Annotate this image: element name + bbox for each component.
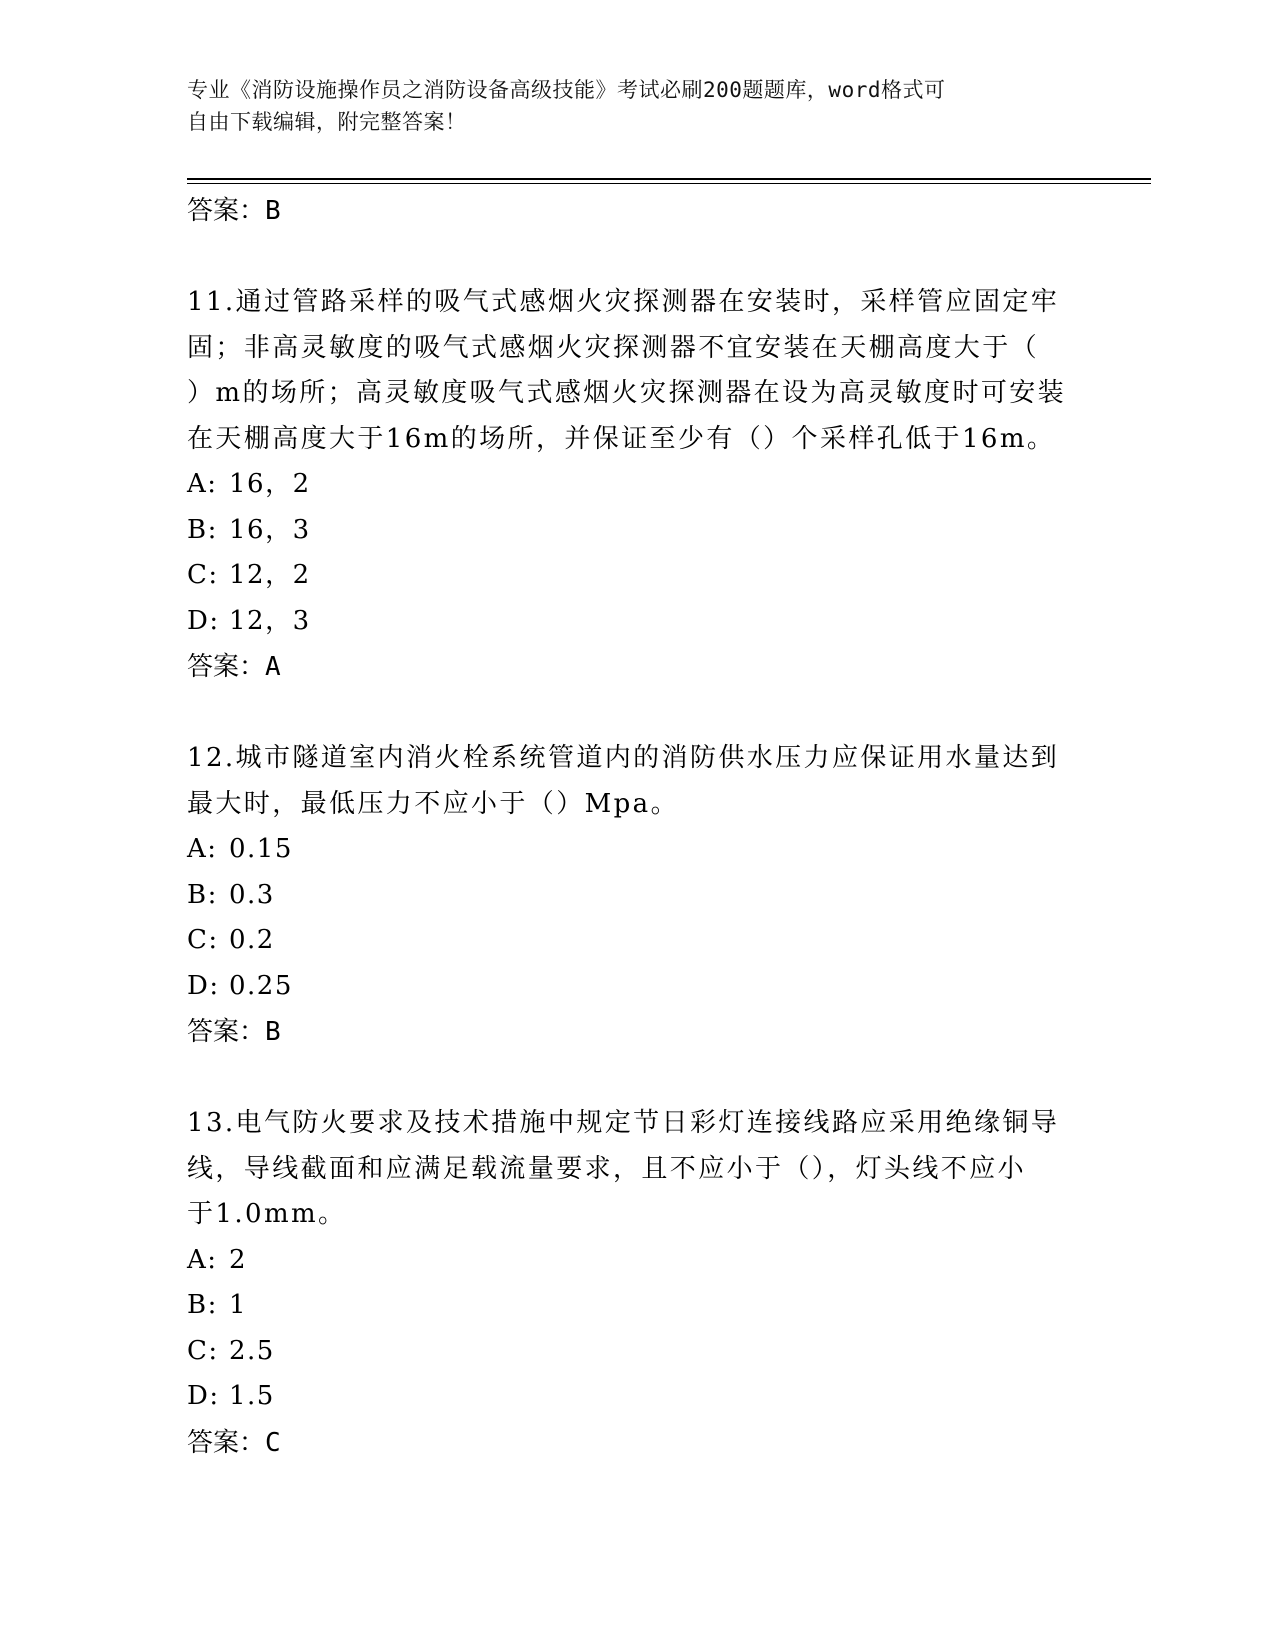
option-key: D:: [187, 605, 220, 636]
option-key: C:: [187, 1335, 219, 1366]
spacer: [187, 234, 1087, 280]
answer-line: 答案：B: [187, 1017, 281, 1047]
option-key: B:: [187, 514, 218, 545]
question-line: 线，导线截面和应满足载流量要求，且不应小于（），灯头线不应小: [187, 1153, 1027, 1184]
option-b: [187, 508, 1087, 554]
question-line: 11.通过管路采样的吸气式感烟火灾探测器在安装时，采样管应固定牢: [187, 287, 1060, 317]
question-block: [187, 280, 1087, 690]
document-header: [187, 74, 1067, 138]
option-c: [187, 918, 1087, 964]
option-text: 1: [229, 1290, 248, 1320]
question-line: ）m的场所；高灵敏度吸气式感烟火灾探测器在设为高灵敏度时可安装: [187, 378, 1067, 408]
option-text: 0.3: [229, 879, 275, 910]
option-key: A:: [187, 834, 218, 864]
option-key: B:: [187, 1290, 218, 1320]
option-text: 12，3: [229, 605, 311, 636]
header-line-1: 专业《消防设施操作员之消防设备高级技能》考试必刷200题题库，word格式可: [187, 78, 946, 102]
option-key: C:: [187, 560, 219, 590]
option-d: [187, 599, 1087, 645]
question-text: [187, 280, 1087, 462]
answer-line: 答案：A: [187, 652, 281, 682]
question-list: [187, 188, 1087, 1466]
question-line: 12.城市隧道室内消火栓系统管道内的消防供水压力应保证用水量达到: [187, 743, 1060, 773]
question-text: [187, 1101, 1087, 1238]
option-key: A:: [187, 469, 218, 499]
option-a: [187, 827, 1087, 873]
previous-answer: 答案：B: [187, 196, 281, 226]
question-text: [187, 736, 1087, 827]
spacer: [187, 690, 1087, 736]
option-key: D:: [187, 970, 220, 1001]
option-text: 16，3: [229, 514, 311, 545]
option-text: 0.25: [229, 970, 293, 1001]
question-block: [187, 736, 1087, 1055]
option-b: [187, 873, 1087, 919]
option-text: 12，2: [229, 560, 311, 590]
option-c: [187, 1329, 1087, 1375]
option-d: [187, 1374, 1087, 1420]
option-b: [187, 1283, 1087, 1329]
option-text: 1.5: [229, 1381, 275, 1411]
question-line: 固；非高灵敏度的吸气式感烟火灾探测器不宜安装在天棚高度大于（: [187, 332, 1040, 363]
option-text: 2: [229, 1244, 248, 1275]
option-a: [187, 462, 1087, 508]
option-text: 16，2: [229, 469, 311, 499]
option-key: D:: [187, 1381, 220, 1411]
option-text: 2.5: [229, 1335, 275, 1366]
header-rule-thin: [187, 183, 1151, 184]
answer-line: 答案：C: [187, 1427, 281, 1458]
question-line: 13.电气防火要求及技术措施中规定节日彩灯连接线路应采用绝缘铜导: [187, 1108, 1060, 1138]
option-key: A:: [187, 1244, 218, 1275]
option-key: B:: [187, 879, 218, 910]
option-a: [187, 1238, 1087, 1284]
option-c: [187, 553, 1087, 599]
question-line: 最大时，最低压力不应小于（）Mpa。: [187, 788, 679, 819]
header-rule-thick: [187, 178, 1151, 180]
header-line-2: 自由下载编辑，附完整答案！: [187, 110, 467, 134]
question-block: [187, 1101, 1087, 1466]
question-line: 在天棚高度大于16m的场所，并保证至少有（）个采样孔低于16m。: [187, 423, 1056, 454]
option-key: C:: [187, 925, 219, 955]
option-text: 0.15: [229, 834, 293, 864]
question-line: 于1.0mm。: [187, 1199, 347, 1229]
option-text: 0.2: [229, 925, 275, 955]
option-d: [187, 964, 1087, 1010]
spacer: [187, 1055, 1087, 1101]
